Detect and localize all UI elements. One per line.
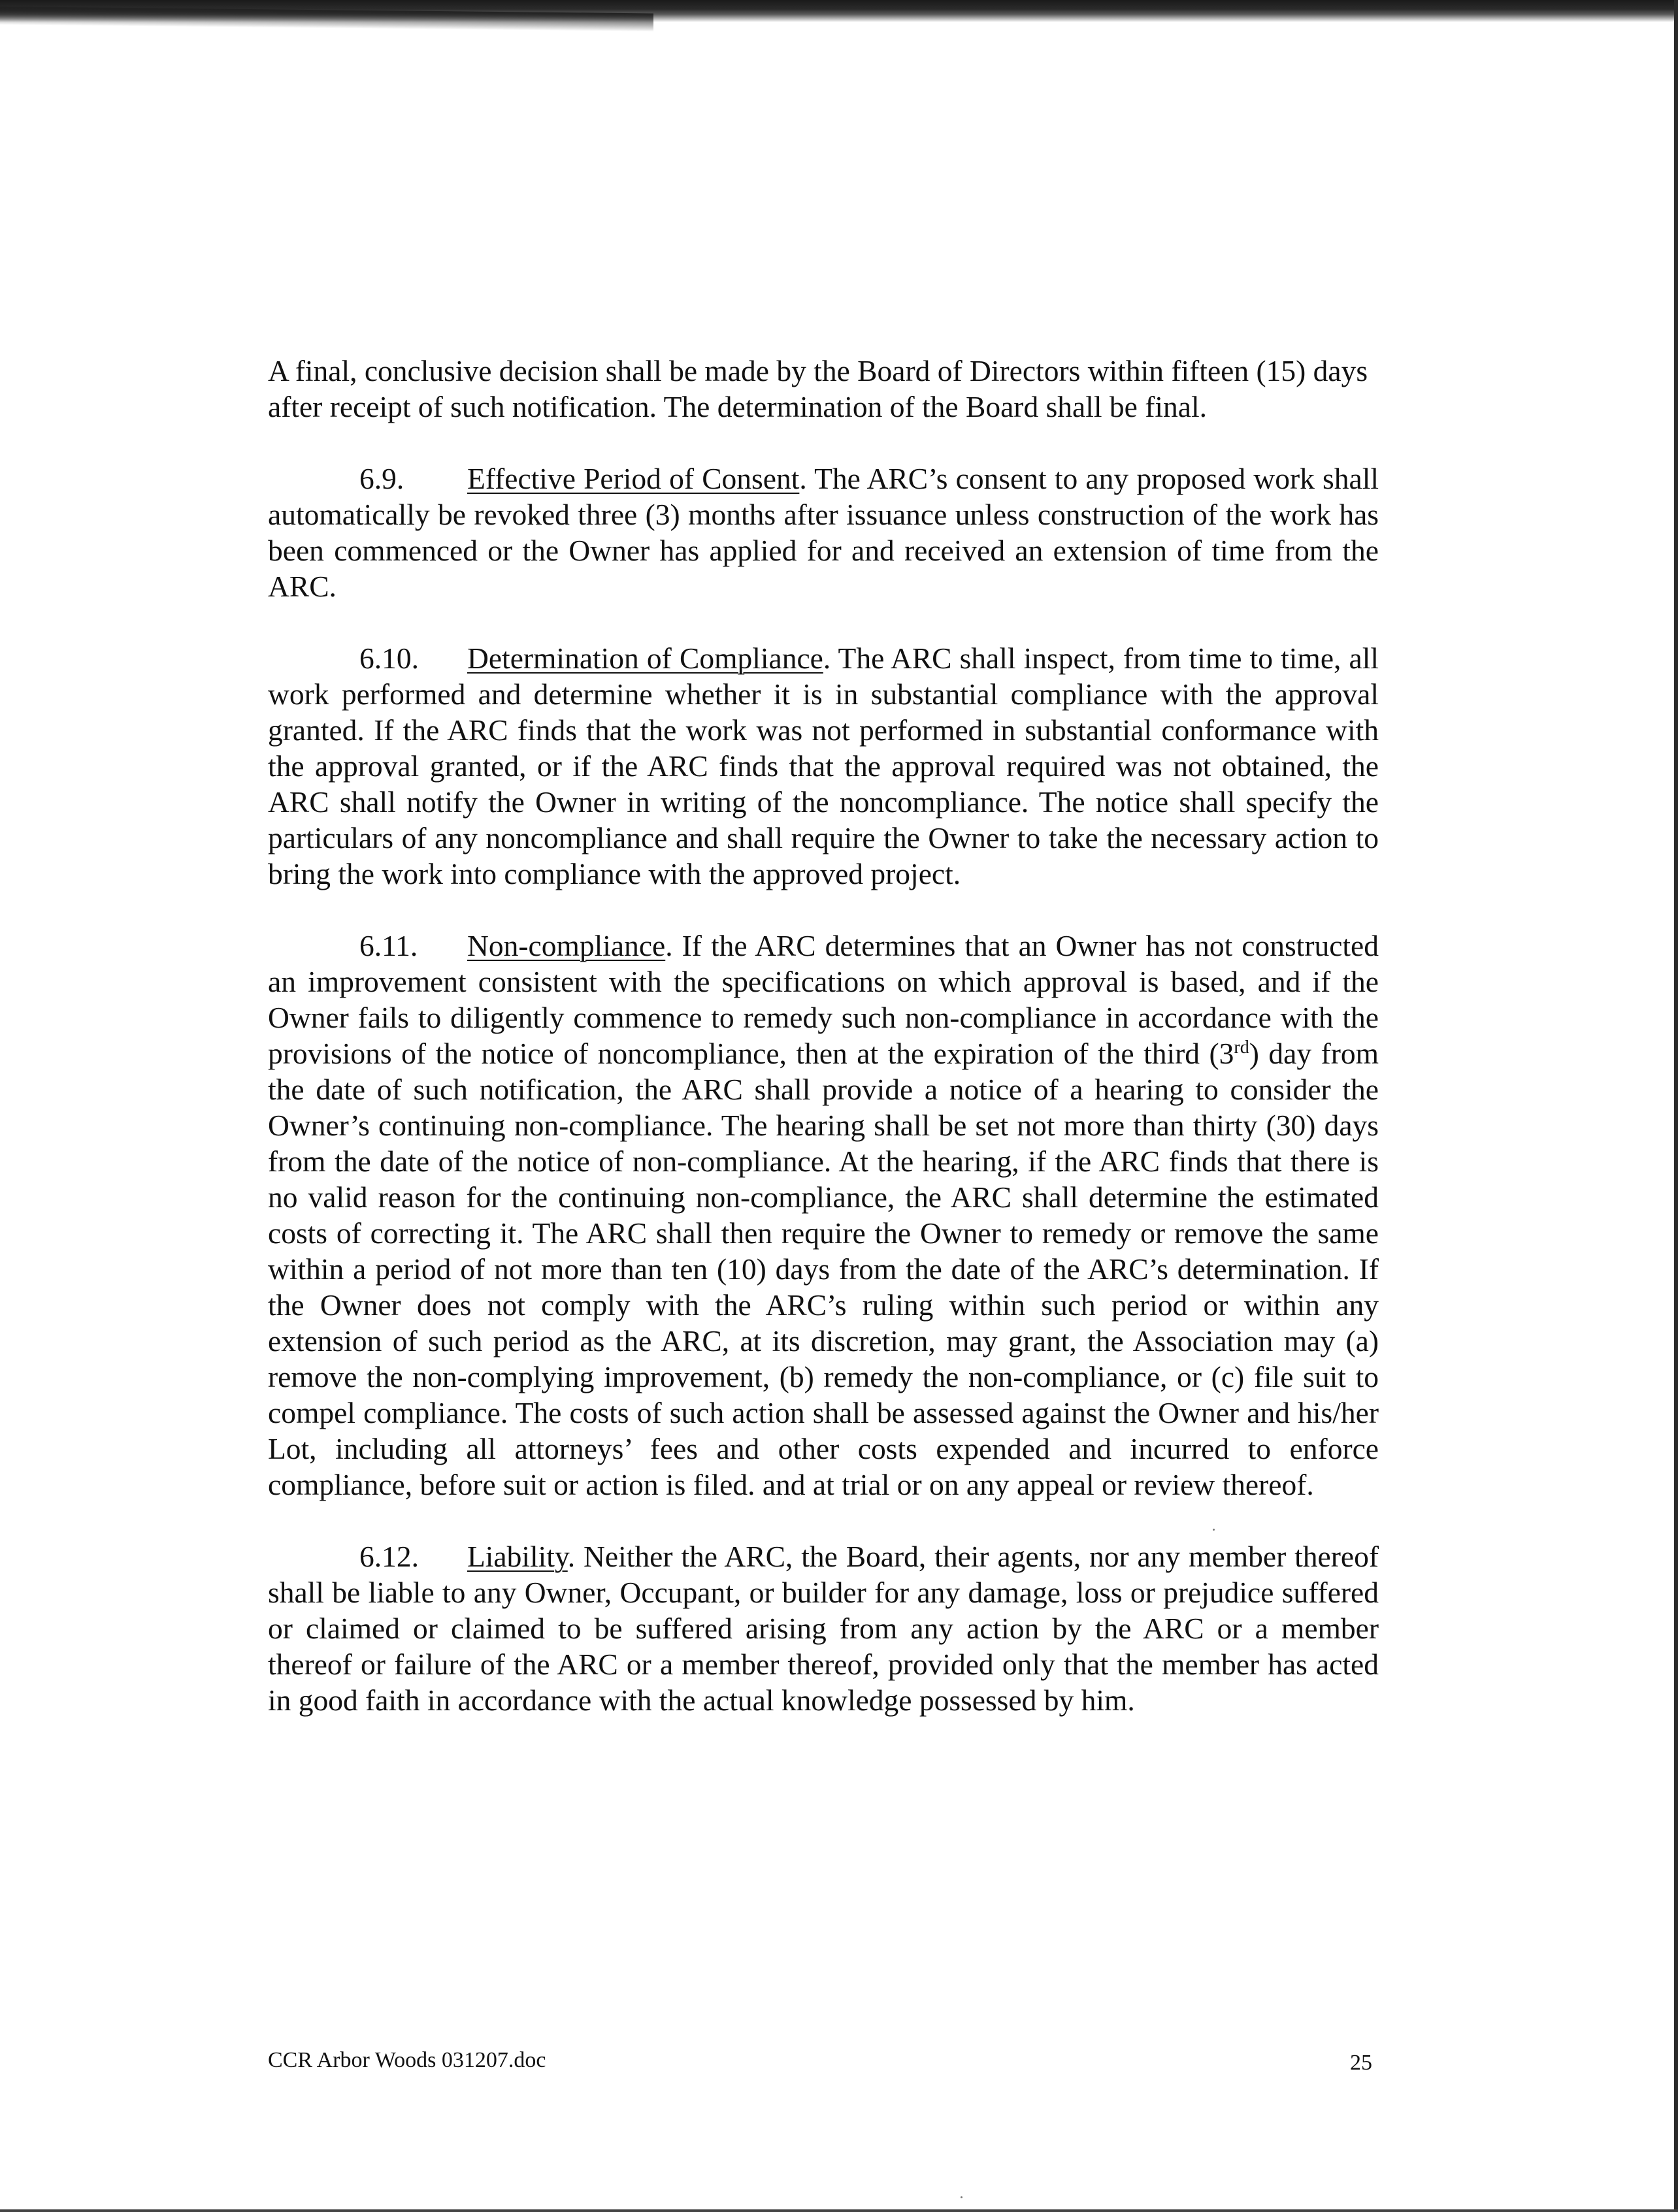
section-heading: Effective Period of Consent: [467, 462, 800, 495]
scan-bottom-edge: [0, 2209, 1678, 2212]
section-heading: Non-compliance: [467, 929, 666, 962]
section-heading: Liability: [467, 1540, 568, 1573]
page-number: 25: [1350, 2051, 1372, 2075]
scan-speck: [961, 2196, 962, 2198]
section-body: . The ARC shall inspect, from time to time, all work performed and determine whether it is in substantial compliance with the approval granted. If the ARC finds that the work was not performed in substantial conformance with the approval granted, or if the ARC finds that the approval required was not obtained, the ARC shall notify the Owner in writing of the noncompliance. The notice shall specify the particulars of any noncompliance and shall require the Owner to take the necessary action to bring the work into compliance with the approved project.: [268, 642, 1379, 890]
section-number: 6.9.: [359, 462, 404, 495]
section-heading: Determination of Compliance: [467, 642, 823, 675]
footer-filename: CCR Arbor Woods 031207.doc: [268, 2048, 546, 2072]
section-6-12: [268, 1538, 1379, 1718]
section-6-9: [268, 461, 1379, 604]
scan-right-edge: [1674, 0, 1678, 2212]
section-body: . The ARC’s consent to any proposed work shall automatically be revoked three (3) months after issuance unless construction of the work has been commenced or the Owner has applied for and received an extension of time from the ARC.: [268, 462, 1379, 603]
section-number: 6.12.: [359, 1540, 419, 1573]
ordinal-superscript: rd: [1234, 1037, 1249, 1058]
section-6-11: [268, 928, 1379, 1503]
section-body: . Neither the ARC, the Board, their agents, nor any member thereof shall be liable to any Owner, Occupant, or builder for any damage, loss or prejudice suffered or claimed or claimed to be suffered arising from any action by the ARC or a member thereof or failure of the ARC or a member thereof, provided only that the member has acted in good faith in accordance with the actual knowledge possessed by him.: [268, 1540, 1379, 1717]
section-number: 6.10.: [359, 642, 419, 675]
section-number: 6.11.: [359, 929, 418, 962]
section-body: . If the ARC determines that an Owner has not constructed an improvement consistent with the specifications on which approval is based, and if the Owner fails to diligently commence to remedy such non-compliance in accordance with the provisions of the notice of noncompliance, then at the expiration of the third (3: [268, 929, 1379, 1070]
intro-paragraph: A final, conclusive decision shall be made by the Board of Directors within fifteen (15) days after receipt of such notification. The determination of the Board shall be final.: [268, 354, 1368, 423]
section-body-continued: ) day from the date of such notification, the ARC shall provide a notice of a hearing to consider the Owner’s continuing non-compliance. The hearing shall be set not more than thirty (30) days from the date of the notice of non-compliance. At the hearing, if the ARC finds that there is no valid reason for the continuing non-compliance, the ARC shall determine the estimated costs of correcting it. The ARC shall then require the Owner to remedy or remove the same within a period of not more than ten (10) days from the date of the ARC’s determination. If the Owner does not comply with the ARC’s ruling within such period or within any extension of such period as the ARC, at its discretion, may grant, the Association may (a) remove the non-complying improvement, (b) remedy the non-compliance, or (c) file suit to compel compliance. The costs of such action shall be assessed against the Owner and his/her Lot, including all attorneys’ fees and other costs expended and incurred to enforce compliance, before suit or action is filed. and at trial or on any appeal or review thereof.: [268, 1037, 1379, 1501]
document-body: [268, 353, 1379, 1754]
scan-speck: [1213, 1529, 1215, 1531]
section-6-10: [268, 640, 1379, 892]
scan-top-edge: [0, 0, 1678, 22]
